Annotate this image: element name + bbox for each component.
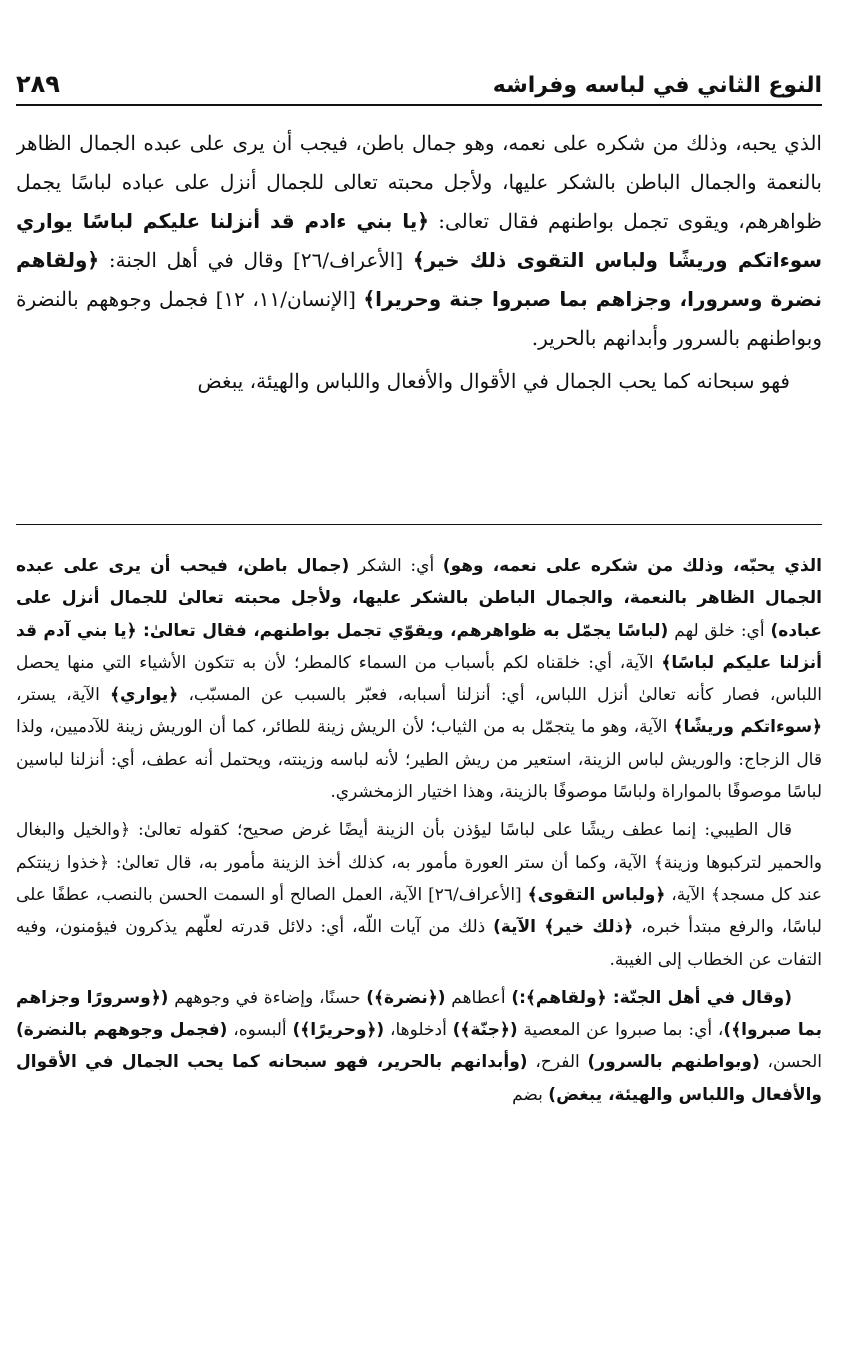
sharh-text: الفرح، (527, 1052, 588, 1073)
commentary-paragraph-2 (16, 814, 822, 975)
main-paragraph-1 (16, 124, 822, 358)
sharh-text: [الأعراف/٢٦] الآية، العمل الصالح أو السمت الحسن بالنصب، عطفًا على لباسًا، والرفع مبتدأ خبره، (16, 884, 822, 938)
matn-quote: (﴿وحريرًا﴾) (292, 1020, 385, 1041)
quran-verse: ﴿ولقاهم نضرة وسرورا، وجزاهم بما صبروا جنة وحريرا﴾ (16, 248, 822, 311)
matn-quote: (فجمل وجوههم بالنضرة) (16, 1020, 228, 1041)
matn-quote: (﴿نضرة﴾) (366, 987, 446, 1008)
matn-quote: (﴿وسرورًا وجزاهم بما صبروا﴾) (16, 987, 822, 1041)
matn-quote: (وبواطنهم بالسرور) (587, 1052, 760, 1073)
page-number: ٢٨٩ (16, 70, 60, 98)
matn-quote: (لباسًا يجمّل به ظواهرهم، ويقوّي تجمل بواطنهم، فقال تعالىٰ: ﴿يا بني آدم قد أنزلنا عليكم لباسًا﴾ (16, 620, 822, 673)
commentary-text (16, 550, 822, 1350)
page-header (16, 58, 822, 98)
commentary-paragraph-1 (16, 550, 822, 808)
sharh-text: قال الطيبي: إنما عطف ريشًا على لباسًا ليؤذن بأن الزينة أيضًا غرض صحيح؛ كقوله تعالىٰ: ﴿والخيل والبغال والحمير لتركبوها وزينة﴾ الآية، وكما أن ستر العورة مأمور به، كذلك أخذ الزينة مأمور به، قال تعالىٰ: ﴿خذوا زينتكم عند كل مسجد﴾ الآية، (16, 820, 822, 905)
sharh-text: ، أي: بما صبروا عن المعصية (517, 1020, 724, 1041)
quran-quote: ﴿ولباس التقوى﴾ (527, 884, 666, 905)
matn-quote: (وقال في أهل الجنّة: ﴿ولقاهم﴾:) (511, 987, 793, 1008)
quran-quote: ﴿يواري﴾ (110, 685, 179, 706)
sharh-text: الآية، يستر، (16, 685, 111, 706)
sharh-text: ذلك من آيات اللّه، أي: دلائل قدرته لعلّهم يذكرون فيؤمنون، وفيه التفات عن الخطاب إلى الغيبة. (16, 917, 822, 970)
sharh-text: أي: خلق لهم (668, 620, 771, 641)
main-paragraph-2: فهو سبحانه كما يحب الجمال في الأقوال والأفعال واللباس والهيئة، يبغض (197, 369, 790, 393)
sharh-text: أعطاهم (445, 987, 512, 1008)
main-text-run: الذي يحبه، وذلك من شكره على نعمه، وهو جمال باطن، فيجب أن يرى على عبده الجمال الظاهر بالنعمة والجمال الباطن بالشكر عليها، ولأجل محبته تعالى للجمال أنزل على عباده لباسًا يجمل ظواهرهم، ويقوى تجمل بواطنهم فقال تعالى: (16, 131, 822, 233)
sharh-text: الآية، أي: خلقناه لكم بأسباب من السماء كالمطر؛ لأن به تتكون الأشياء التي منها يحصل اللباس، فصار كأنه تعالىٰ أنزل اللباس، أي: أنزلنا أسبابه، فعبّر بالسبب عن المسبّب، (16, 652, 822, 706)
sharh-text: ألبسوه، (227, 1020, 293, 1041)
sharh-text: الحسن، (759, 1052, 822, 1073)
matn-quote: (وأبدانهم بالحرير، فهو سبحانه كما يحب الجمال في الأقوال والأفعال واللباس والهيئة، يبغض) (16, 1052, 822, 1105)
sharh-text: أي: الشكر (349, 556, 443, 576)
citation: [الأعراف/٢٦] وقال في أهل الجنة: (99, 248, 413, 272)
matn-quote: ﴿ذلك خير﴾ الآية) (493, 917, 634, 938)
sharh-text: حسنًا، وإضاءة في وجوههم (168, 987, 367, 1008)
matn-quote: الذي يحبّه، وذلك من شكره على نعمه، وهو) (442, 556, 822, 576)
sharh-text: الآية، وهو ما يتجمّل به من الثياب؛ لأن الريش زينة للطائر، كما أن الوريش زينة للآدميين، ولذا قال الزجاج: والوريش لباس الزينة، استعير من ريش الطير؛ لأنه لباسه وزينته، ويحتمل أنه عطف، أي: أنزلنا لباسين لباسًا موصوفًا بالمواراة ولباسًا موصوفًا بالزينة، وهذا اختيار الزمخشري. (16, 717, 822, 803)
commentary-separator (16, 524, 822, 525)
running-title: النوع الثاني في لباسه وفراشه (492, 73, 822, 98)
matn-quote: (جمال باطن، فيحب أن يرى على عبده الجمال الظاهر بالنعمة، والجمال الباطن بالشكر عليها، ولأجل محبته تعالىٰ للجمال أنزل على عباده) (16, 556, 822, 641)
citation: [الإنسان/١١، ١٢] فجمل وجوههم بالنضرة وبواطنهم بالسرور وأبدانهم بالحرير. (16, 287, 822, 350)
main-text (16, 124, 822, 494)
sharh-text: أدخلوها، (384, 1020, 453, 1041)
header-rule (16, 104, 822, 106)
quran-quote: ﴿سوءاتكم وريشًا﴾ (673, 717, 822, 738)
commentary-paragraph-3 (16, 982, 822, 1111)
quran-verse: ﴿يا بني ءادم قد أنزلنا عليكم لباسًا يواري سوءاتكم وريشًا ولباس التقوى ذلك خير﴾ (16, 209, 822, 272)
sharh-text: بضم (512, 1084, 549, 1105)
matn-quote: (﴿جنّة﴾) (452, 1020, 518, 1041)
